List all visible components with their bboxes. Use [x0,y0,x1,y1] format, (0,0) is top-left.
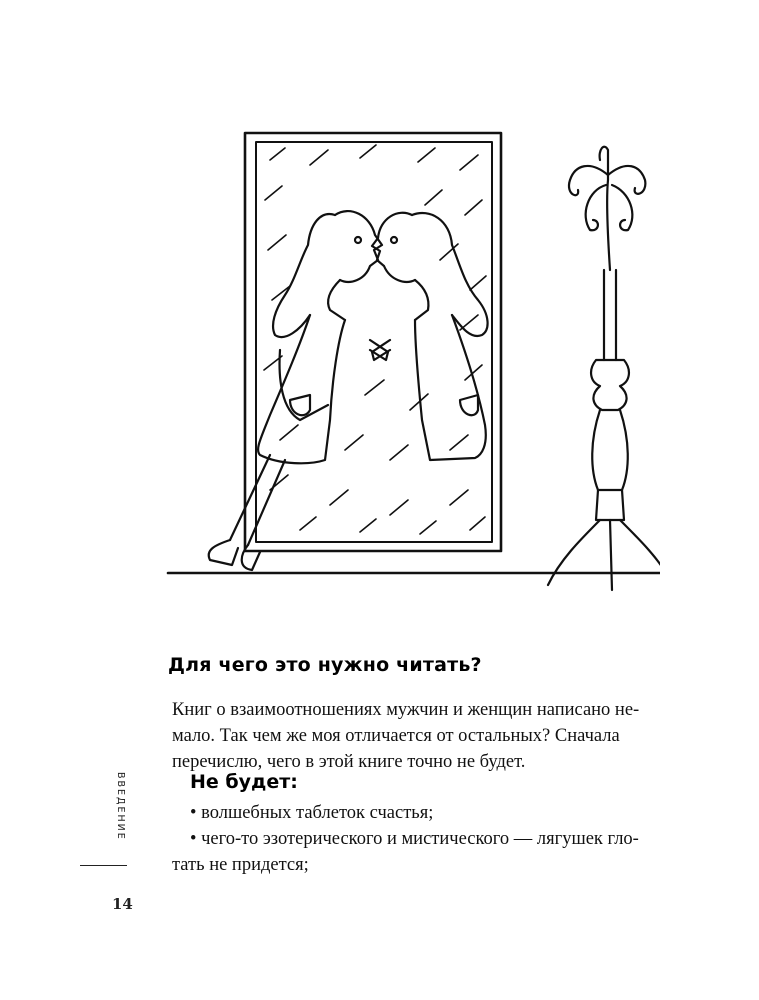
list-item [172,826,670,878]
mirror-illustration [160,120,660,610]
subheading-will-not-be: Не будет: [190,771,298,793]
intro-paragraph [172,697,670,775]
page-number: 14 [112,895,133,913]
side-divider [80,865,127,866]
chapter-side-label: ВВЕДЕНИЕ [115,772,126,841]
woman-figure [209,211,388,570]
paragraph-line: перечислю, чего в этой книге точно не будет. [172,752,526,772]
paragraph-line: Книг о взаимоотношениях мужчин и женщин написано не- [172,700,640,720]
reflection-figure [372,213,488,460]
coat-rack [548,147,660,590]
list-item-line: • чего-то эзотерического и мистического — лягушек гло- [190,829,639,849]
list-item [190,800,670,826]
mirror-glass-hatching [264,145,486,534]
list-item-line-continued: тать не придется; [172,855,309,875]
paragraph-line: мало. Так чем же моя отличается от остальных? Сначала [172,726,620,746]
list-item-line: • волшебных таблеток счастья; [190,803,434,823]
section-heading: Для чего это нужно читать? [168,654,482,676]
bullet-list [172,800,670,878]
